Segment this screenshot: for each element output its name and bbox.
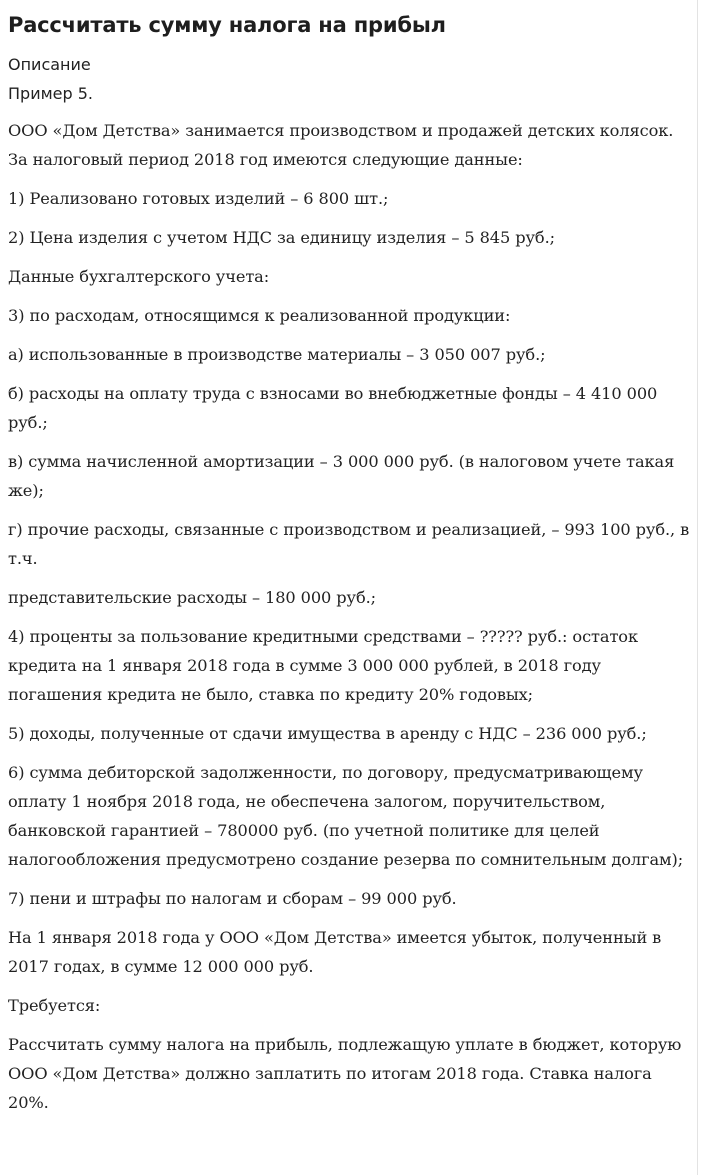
description-label: Описание	[8, 55, 91, 74]
item-3b-labor: б) расходы на оплату труда с взносами во внебюджетные фонды – 4 410 000 руб.;	[8, 384, 658, 432]
page-title: Рассчитать сумму налога на прибыл	[8, 13, 446, 37]
intro-paragraph: ООО «Дом Детства» занимается производством и продажей детских колясок. За налоговый период 2018 год имеются следующие данные:	[8, 121, 674, 169]
item-3a-materials: а) использованные в производстве материалы – 3 050 007 руб.;	[8, 345, 546, 364]
right-border-line	[697, 0, 698, 1175]
item-4-interest: 4) проценты за пользование кредитными средствами – ????? руб.: остаток кредита на 1 января 2018 года в сумме 3 000 000 рублей, в 2018 году погашения кредита не было, ставка по кредиту 20% годовых;	[8, 627, 638, 704]
loss-paragraph: На 1 января 2018 года у ООО «Дом Детства» имеется убыток, полученный в 2017 годах, в сумме 12 000 000 руб.	[8, 928, 662, 976]
item-6-receivables: 6) сумма дебиторской задолженности, по договору, предусматривающему оплату 1 ноября 2018 года, не обеспечена залогом, поручительством, банковской гарантией – 780000 руб. (по учетной политике для целей налогообложения предусмотрено создание резерва по сомнительным долгам);	[8, 763, 684, 869]
item-3-expenses: 3) по расходам, относящимся к реализованной продукции:	[8, 306, 511, 325]
task-paragraph: Рассчитать сумму налога на прибыль, подлежащую уплате в бюджет, которую ООО «Дом Детства» должно заплатить по итогам 2018 года. Ставка налога 20%.	[8, 1035, 682, 1112]
representation-expenses: представительские расходы – 180 000 руб.;	[8, 588, 377, 607]
item-3c-depreciation: в) сумма начисленной амортизации – 3 000 000 руб. (в налоговом учете такая же);	[8, 452, 675, 500]
required-heading: Требуется:	[8, 996, 101, 1015]
example-label: Пример 5.	[8, 84, 94, 103]
item-1-units-sold: 1) Реализовано готовых изделий – 6 800 шт.;	[8, 189, 389, 208]
item-3d-other-expenses: г) прочие расходы, связанные с производством и реализацией, – 993 100 руб., в т.ч.	[8, 520, 690, 568]
item-2-unit-price: 2) Цена изделия с учетом НДС за единицу изделия – 5 845 руб.;	[8, 228, 555, 247]
accounting-data-heading: Данные бухгалтерского учета:	[8, 267, 270, 286]
item-7-penalties: 7) пени и штрафы по налогам и сборам – 99 000 руб.	[8, 889, 457, 908]
item-5-rental-income: 5) доходы, полученные от сдачи имущества в аренду с НДС – 236 000 руб.;	[8, 724, 647, 743]
